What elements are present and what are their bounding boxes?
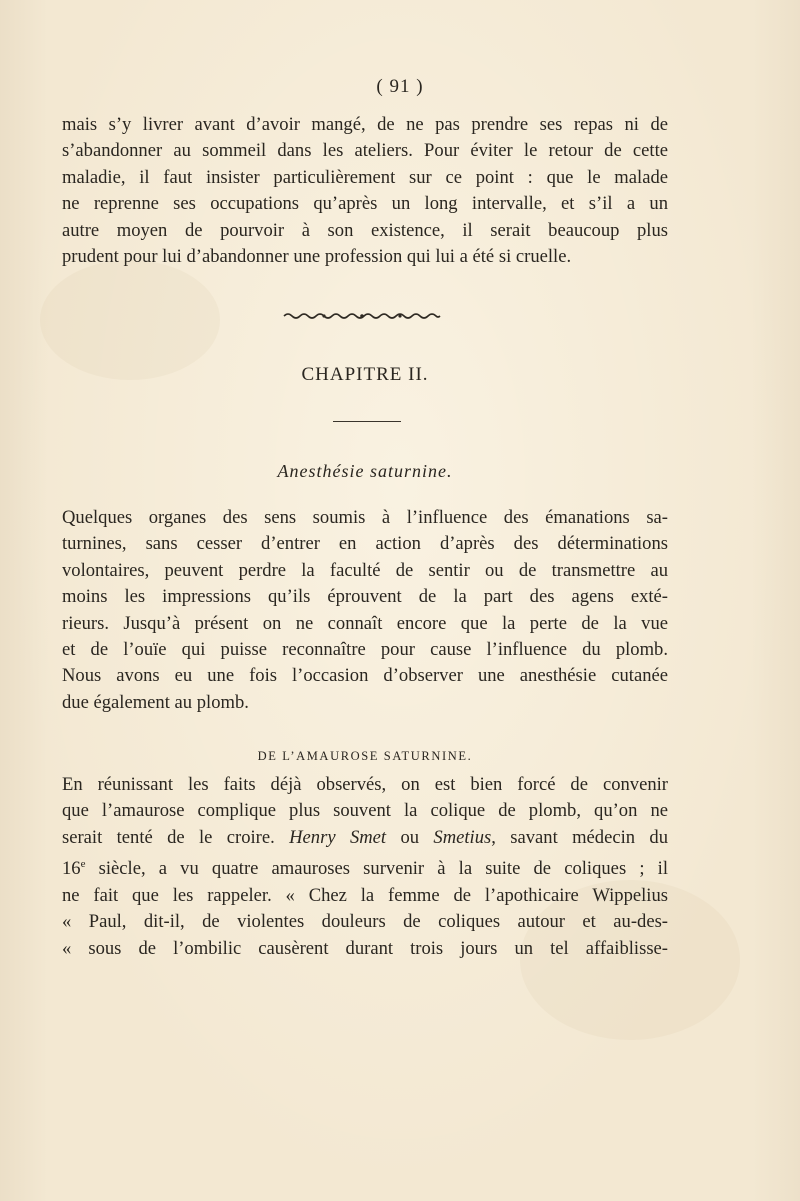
text-line: que l’amaurose complique plus souvent la colique de plomb, qu’on ne — [62, 800, 668, 822]
text-line: Quelques organes des sens soumis à l’influence des émanations sa- — [62, 507, 668, 528]
text-line: volontaires, peuvent perdre la faculté de sentir ou de transmettre au — [62, 559, 668, 581]
chapter-title: CHAPITRE II. — [301, 364, 429, 385]
text-line: s’abandonner au sommeil dans les ateliers. Pour éviter le retour de cette — [62, 140, 668, 162]
text-line: rieurs. Jusqu’à présent on ne connaît encore que la perte de la vue — [62, 612, 668, 634]
text-line: ne reprenne ses occupations qu’après un long intervalle, et s’il a un — [62, 193, 668, 215]
author-name: Henry Smet — [289, 826, 387, 848]
century-number: 16 — [62, 858, 81, 880]
author-name: Smetius — [433, 826, 492, 848]
text-line: et de l’ouïe qui puisse reconnaître pour cause l’influence du plomb. — [62, 639, 668, 661]
subsection-heading: DE L’AMAUROSE SATURNINE. — [257, 749, 473, 763]
text-line: ne fait que les rappeler. « Chez la femme de l’apothicaire Wippelius — [62, 884, 668, 906]
text-line: autre moyen de pourvoir à son existence, il serait beaucoup plus — [62, 219, 668, 241]
text-line: maladie, il faut insister particulièrement sur ce point : que le malade — [62, 166, 668, 188]
text-fragment: siècle, a vu quatre amauroses survenir à la suite de coliques ; il — [98, 858, 668, 880]
superscript: e — [80, 858, 86, 871]
text-line: En réunissant les faits déjà observés, on est bien forcé de convenir — [62, 774, 668, 795]
paragraph-continuation — [62, 112, 668, 270]
text-line: turnines, sans cesser d’entrer en action d’après des déterminations — [62, 533, 668, 555]
section-title: Anesthésie saturnine. — [277, 461, 453, 481]
page-number: ( 91 ) — [376, 76, 424, 97]
text-line — [62, 825, 668, 851]
text-fragment: ou — [400, 826, 420, 848]
text-fragment: serait tenté de le croire. — [62, 826, 275, 848]
text-line: due également au plomb. — [62, 691, 249, 713]
text-line: mais s’y livrer avant d’avoir mangé, de ne pas prendre ses repas ni de — [62, 114, 668, 135]
paragraph — [62, 772, 668, 962]
paragraph — [62, 505, 668, 716]
text-line: Nous avons eu une fois l’occasion d’observer une anesthésie cutanée — [62, 665, 668, 687]
text-line: « Paul, dit-il, de violentes douleurs de coliques autour et au-des- — [62, 911, 668, 933]
ornamental-divider — [282, 309, 442, 323]
text-fragment: , savant médecin du — [491, 826, 668, 848]
text-line — [62, 851, 668, 883]
text-line: prudent pour lui d’abandonner une profession qui lui a été si cruelle. — [62, 246, 572, 268]
paper-stain — [40, 260, 220, 380]
text-line: « sous de l’ombilic causèrent durant trois jours un tel affaiblisse- — [62, 937, 668, 959]
text-line: moins les impressions qu’ils éprouvent de la part des agens exté- — [62, 586, 668, 608]
title-rule — [333, 421, 401, 422]
